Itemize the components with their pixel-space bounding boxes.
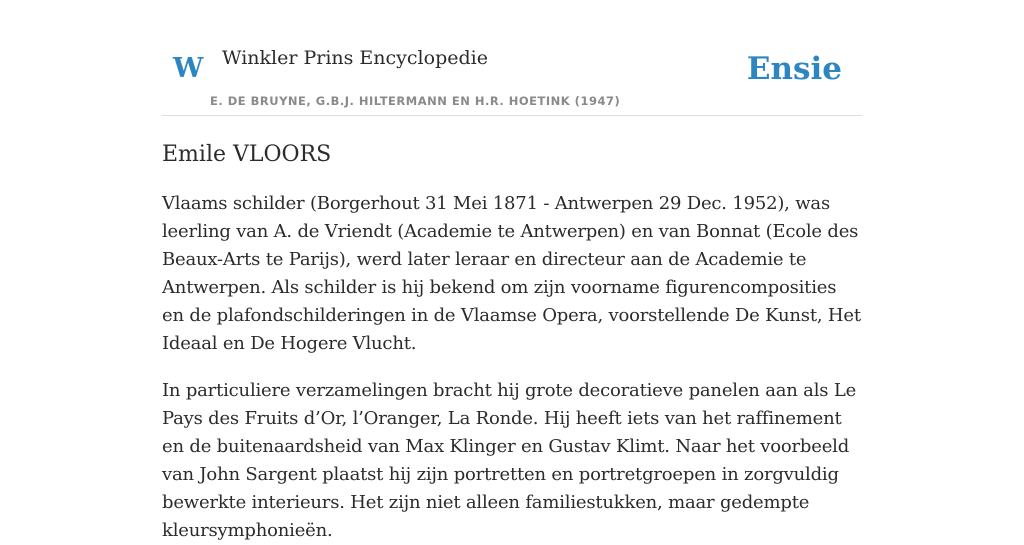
article-paragraph-1: Vlaams schilder (Borgerhout 31 Mei 1871 - Antwerpen 29 Dec. 1952), was leerling van A. de Vriendt (Academie te Antwerpen) en van Bonnat (Ecole des Beaux-Arts te Parijs), werd later leraar en directeur aan de Academie te Antwerpen. Als schilder is hij bekend om zijn voorname figurencomposities en de plafondschilderingen in de Vlaamse Opera, voorstellende De Kunst, Het Ideaal en De Hogere Vlucht. xyxy=(162,193,861,354)
article xyxy=(162,138,862,545)
encyclopedia-title[interactable]: Winkler Prins Encyclopedie xyxy=(222,47,488,69)
ensie-logo[interactable]: Ensie xyxy=(746,51,842,87)
article-title: Emile VLOORS xyxy=(162,142,332,167)
site-header xyxy=(162,40,862,116)
encyclopedia-authors: E. DE BRUYNE, G.B.J. HILTERMANN EN H.R. HOETINK (1947) xyxy=(210,94,621,108)
winkler-prins-logo[interactable]: W xyxy=(173,53,204,84)
article-paragraph-2: In particuliere verzamelingen bracht hij grote decoratieve panelen aan als Le Pays des Fruits d’Or, l’Oranger, La Ronde. Hij heeft iets van het raffinement en de buitenaardsheid van Max Klinger en Gustav Klimt. Naar het voorbeeld van John Sargent plaatst hij zijn portretten en portretgroepen in zorgvuldig bewerkte interieurs. Het zijn niet alleen familiestukken, maar gedempte kleursymphonieën. xyxy=(162,380,857,541)
